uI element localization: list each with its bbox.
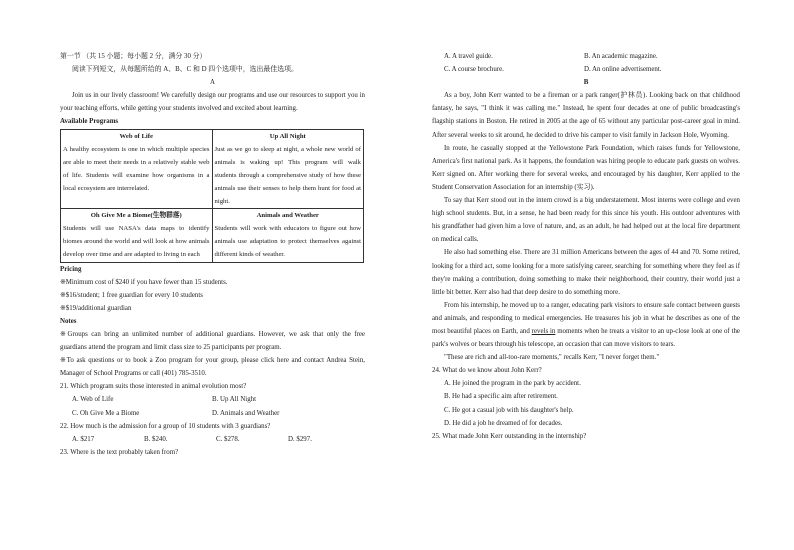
notes-heading: Notes: [60, 317, 77, 325]
option: A. Web of Life: [72, 396, 114, 404]
program-cell: [212, 129, 364, 209]
kerr-quote: "These are rich and all-too-rare moments," recalls Kerr, "I never forget them.": [444, 354, 660, 362]
question-23-stem: 23. Where is the text probably taken from?: [60, 448, 179, 456]
question-23-options: [432, 63, 740, 76]
question-22-stem: 22. How much is the admission for a group of 10 students with 3 guardians?: [60, 422, 271, 430]
program-title: Animals and Weather: [256, 212, 319, 220]
passage-b-paragraph: In route, he casually stopped at the Yellowstone Park Foundation, which raises funds for Yellowstone, America's first national park. As it happens, the foundation was hiring people to educate park guests on wolves. Kerr signed on. After working there for several weeks, and encouraged by his daughter, Kerr applied to the Student Conservation Association for an internship (实习).: [432, 144, 740, 191]
program-cell: [61, 129, 213, 209]
program-title: Oh Give Me a Biome(生物群落): [90, 212, 182, 220]
option: B. $240.: [144, 435, 168, 443]
program-cell: [212, 209, 364, 262]
passage-b-paragraph: [432, 299, 740, 351]
question-21-options: [60, 393, 365, 406]
program-cell: [61, 209, 213, 262]
left-column: [60, 50, 365, 459]
question-24-stem: 24. What do we know about John Kerr?: [432, 367, 542, 375]
option: D. He did a job he dreamed of for decades.: [444, 419, 563, 427]
passage-a-letter: A: [210, 79, 215, 87]
option: A. A travel guide.: [444, 53, 493, 60]
program-title: Up All Night: [269, 132, 306, 140]
passage-b-paragraph: To say that Kerr stood out in the intern crowd is a big understatement. Most interns were college and even high school students. But, in a sense, he had been ready for this since his youth. His outdoor adventures with his grandfather had given him a love of nature, and, as an adult, he had helped out at the local fire department on medical calls.: [432, 197, 740, 244]
program-description: Just as we go to sleep at night, a whole new world of animals is waking up! This program will walk students through a comprehensive study of how these animals use their senses to help them hunt for food at night.: [214, 145, 361, 206]
option: C. A course brochure.: [444, 66, 504, 74]
underlined-phrase: revels in: [531, 327, 556, 335]
option: A. He joined the program in the park by accident.: [444, 380, 581, 388]
note-item: ※Groups can bring an unlimited number of additional guardians. However, we ask that only the free guardians attend the program and limit class size to 25 participants per program.: [60, 330, 365, 352]
option: C. Oh Give Me a Biome: [72, 409, 140, 417]
pricing-item: ※$16/student; 1 free guardian for every 10 students: [60, 291, 203, 299]
right-column: [432, 50, 740, 443]
passage-b-letter: B: [583, 79, 589, 87]
option: B. He had a specific aim after retirement.: [444, 393, 558, 401]
instruction: 阅读下列短文，从每题所给的 A、B、C 和 D 四个选项中，选出最佳选项。: [72, 66, 298, 74]
option: B. An academic magazine.: [584, 53, 658, 60]
option: C. $278.: [216, 435, 240, 443]
passage-b-paragraph: As a boy, John Kerr wanted to be a fireman or a park ranger(护林员). Looking back on that childhood fantasy, he says, "I think it was calling me." Instead, he spent four decades at one of public broadcasting's flagship stations in Boston. He retired in 2005 at the age of 65 without any particular post-career goal in mind. After several weeks to sit around, he decided to drive his camper to visit family in Jackson Hole, Wyoming.: [432, 92, 740, 139]
question-21-stem: 21. Which program suits those interested in animal evolution most?: [60, 383, 247, 391]
option: C. He got a casual job with his daughter's help.: [444, 406, 574, 414]
program-description: A healthy ecosystem is one in which multiple species are able to meet their needs in a relatively stable web of life. Students will examine how organisms in a local ecosystem are interrelated.: [63, 145, 210, 192]
pricing-heading: Pricing: [60, 265, 82, 273]
program-description: Students will use NASA's data maps to identify biomes around the world and will look at how animals develop over time and are adapted to living in each: [63, 225, 210, 259]
question-23-options: [432, 50, 740, 63]
option: B. Up All Night: [212, 396, 257, 404]
question-25-stem: 25. What made John Kerr outstanding in the internship?: [432, 432, 587, 440]
option: A. $217: [72, 435, 95, 443]
option: D. An online advertisement.: [584, 66, 662, 74]
pricing-item: ※$19/additional guardian: [60, 304, 132, 312]
section-header: 第一节 （共 15 小题；每小题 2 分，满分 30 分）: [60, 53, 207, 60]
paragraph-text: From his internship, he moved up to a ranger, educating park visitors to ensure safe contact between guests and animals, and responding to medical emergencies. He treasures his job in what he describes as one of the most beautiful places on Earth, and: [432, 301, 740, 335]
program-title: Web of Life: [119, 132, 153, 140]
pricing-item: ※Minimum cost of $240 if you have fewer than 15 students.: [60, 278, 228, 286]
paragraph-text: moments when he treats a visitor to an up-close look at one of the park's wolves or bears through his telescope, an occasion that can move visitors to tears.: [432, 327, 740, 349]
programs-table: [60, 129, 364, 263]
question-21-options: [60, 407, 365, 420]
passage-a-intro: Join us in our lively classroom! We carefully design our programs and use our resources to support you in your teaching efforts, while getting your students involved and excited about learning.: [60, 92, 365, 113]
option: D. $297.: [288, 435, 312, 443]
option: D. Animals and Weather: [212, 409, 280, 417]
available-programs-heading: Available Programs: [60, 118, 119, 126]
note-item: ※To ask questions or to book a Zoo program for your group, please click here and contact Andrea Stein, Manager of School Programs or call (401) 785-3510.: [60, 357, 365, 378]
passage-b-paragraph: He also had something else. There are 31 million Americans between the ages of 44 and 70. Some retired, looking for a third act, some looking for a more satisfying career, searching for something where they feel as if they're making a contribution, doing something to make their neighborhood, their country, their world just a little bit better. Kerr also had that deep desire to do something more.: [432, 249, 740, 296]
program-description: Students will work with educators to figure out how animals use adaptation to protect themselves against different kinds of weather.: [214, 225, 361, 259]
question-22-options: [60, 433, 365, 446]
